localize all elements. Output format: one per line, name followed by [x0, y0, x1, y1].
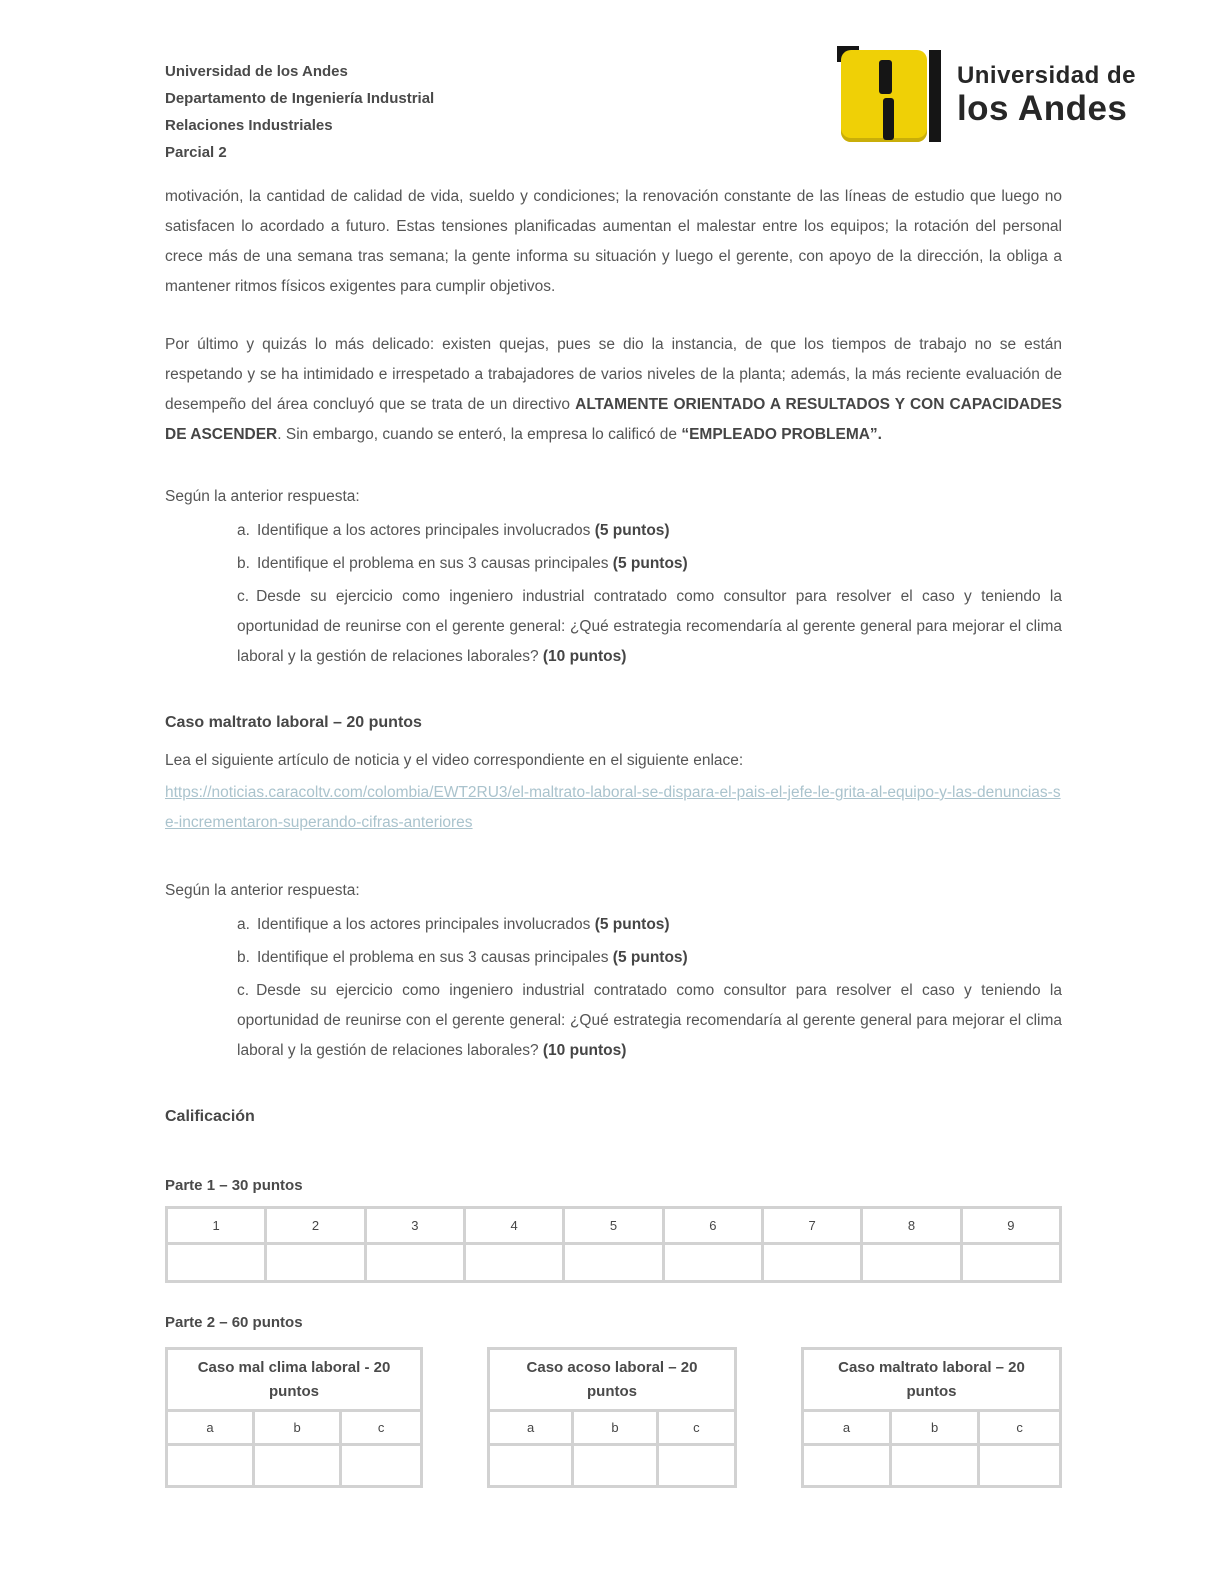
university-logo	[837, 44, 1136, 146]
question-intro-1: Según la anterior respuesta:	[165, 488, 360, 505]
question-item-b	[237, 549, 1062, 579]
score-cell	[979, 1445, 1061, 1487]
table-header-row	[167, 1208, 1061, 1244]
department-name: Departamento de Ingeniería Industrial	[165, 90, 435, 107]
paragraph-case-evaluation: Por último y quizás lo más delicado: existen quejas, pues se dio la instancia, de que los tiempos de trabajo no se están respetando y se ha intimidado e irrespetado a trabajadores de varios niveles de la planta; además, la más reciente evaluación de desempeño del área concluyó que se trata de un directivo ALTAMENTE ORIENTADO A RESULTADOS Y CON CAPACIDADES DE ASCENDER. Sin embargo, cuando se enteró, la empresa lo calificó de “EMPLEADO PROBLEMA”.	[165, 336, 1062, 443]
case1-table-title: Caso mal clima laboral - 20 puntos	[167, 1349, 422, 1411]
table-score-row	[803, 1445, 1061, 1487]
part1-label: Parte 1 – 30 puntos	[165, 1177, 303, 1194]
col-c: c	[979, 1411, 1061, 1445]
col-b: b	[573, 1411, 657, 1445]
question-list-1	[165, 516, 1062, 672]
question-item-c	[237, 976, 1062, 1066]
item-marker: c.	[237, 588, 250, 605]
part2-label: Parte 2 – 60 puntos	[165, 1314, 303, 1331]
col-a: a	[489, 1411, 573, 1445]
item-marker: c.	[237, 982, 250, 999]
part1-grading-table	[165, 1206, 1062, 1283]
item-marker: b.	[237, 949, 250, 966]
logo-text-top: Universidad de	[956, 62, 1136, 89]
case-heading: Caso maltrato laboral – 20 puntos	[165, 714, 422, 731]
score-cell	[341, 1445, 422, 1487]
item-points: (10 puntos)	[542, 648, 627, 665]
item-points: (5 puntos)	[612, 555, 688, 572]
score-cell	[254, 1445, 341, 1487]
case3-grading-table	[801, 1347, 1062, 1488]
score-cell	[464, 1244, 563, 1282]
table-score-row	[167, 1244, 1061, 1282]
score-cell	[167, 1244, 266, 1282]
score-cell	[657, 1445, 735, 1487]
col-b: b	[254, 1411, 341, 1445]
grading-heading: Calificación	[165, 1108, 255, 1125]
score-cell	[489, 1445, 573, 1487]
table-score-row	[489, 1445, 736, 1487]
table-header-row	[167, 1411, 422, 1445]
col-1: 1	[167, 1208, 266, 1244]
table-header-row	[489, 1411, 736, 1445]
question-item-a	[237, 516, 1062, 546]
col-5: 5	[564, 1208, 663, 1244]
item-text: Identifique el problema en sus 3 causas principales	[256, 949, 613, 966]
col-b: b	[891, 1411, 979, 1445]
question-item-c	[237, 582, 1062, 672]
item-text: Desde su ejercicio como ingeniero industrial contratado como consultor para resolver el caso y teniendo la oportunidad de reunirse con el gerente general: ¿Qué estrategia recomendaría al gerente general para mejorar el clima laboral y la gestión de relaciones laborales?	[237, 982, 1062, 1059]
score-cell	[862, 1244, 961, 1282]
score-cell	[365, 1244, 464, 1282]
col-a: a	[167, 1411, 254, 1445]
table-score-row	[167, 1445, 422, 1487]
question-list-2	[165, 910, 1062, 1066]
exam-title: Parcial 2	[165, 144, 227, 161]
item-points: (5 puntos)	[594, 916, 670, 933]
col-7: 7	[762, 1208, 861, 1244]
col-3: 3	[365, 1208, 464, 1244]
case-video-link[interactable]: https://noticias.caracoltv.com/colombia/EWT2RU3/el-maltrato-laboral-se-dispara-el-pais-el-jefe-le-grita-al-equipo-y-las-denuncias-se-incrementaron-superando-cifras-anteriores	[165, 784, 1061, 831]
logo-text-bottom: los Andes	[956, 89, 1128, 128]
table-header-row	[803, 1411, 1061, 1445]
col-9: 9	[961, 1208, 1060, 1244]
question-item-a	[237, 910, 1062, 940]
item-marker: a.	[237, 522, 250, 539]
col-8: 8	[862, 1208, 961, 1244]
col-6: 6	[663, 1208, 762, 1244]
score-cell	[167, 1445, 254, 1487]
score-cell	[266, 1244, 365, 1282]
university-name: Universidad de los Andes	[165, 63, 348, 80]
case2-table-title: Caso acoso laboral – 20 puntos	[489, 1349, 736, 1411]
logo-wordmark	[957, 62, 1136, 128]
item-points: (5 puntos)	[594, 522, 670, 539]
score-cell	[564, 1244, 663, 1282]
case1-grading-table	[165, 1347, 423, 1488]
score-cell	[663, 1244, 762, 1282]
uniandes-shield-icon	[837, 44, 949, 146]
score-cell	[961, 1244, 1060, 1282]
item-text: Desde su ejercicio como ingeniero industrial contratado como consultor para resolver el caso y teniendo la oportunidad de reunirse con el gerente general: ¿Qué estrategia recomendaría al gerente general para mejorar el clima laboral y la gestión de relaciones laborales?	[237, 588, 1062, 665]
item-marker: b.	[237, 555, 250, 572]
item-text: Identifique el problema en sus 3 causas principales	[256, 555, 613, 572]
score-cell	[762, 1244, 861, 1282]
course-name: Relaciones Industriales	[165, 117, 333, 134]
case2-grading-table	[487, 1347, 737, 1488]
item-points: (5 puntos)	[612, 949, 688, 966]
col-4: 4	[464, 1208, 563, 1244]
item-text: Identifique a los actores principales involucrados	[256, 916, 595, 933]
paragraph-case-context: motivación, la cantidad de calidad de vida, sueldo y condiciones; la renovación constante de las líneas de estudio que luego no satisfacen lo acordado a futuro. Estas tensiones planificadas aumentan el malestar entre los equipos; la rotación del personal crece más de una semana tras semana; la gente informa su situación y luego el gerente, con apoyo de la dirección, la obliga a mantener ritmos físicos exigentes para cumplir objetivos.	[165, 188, 1062, 295]
item-points: (10 puntos)	[542, 1042, 627, 1059]
score-cell	[803, 1445, 891, 1487]
part2-grading-tables	[165, 1347, 1062, 1488]
col-a: a	[803, 1411, 891, 1445]
case-instruction: Lea el siguiente artículo de noticia y el video correspondiente en el siguiente enlace:	[165, 752, 744, 769]
score-cell	[573, 1445, 657, 1487]
col-c: c	[657, 1411, 735, 1445]
col-c: c	[341, 1411, 422, 1445]
col-2: 2	[266, 1208, 365, 1244]
question-item-b	[237, 943, 1062, 973]
score-cell	[891, 1445, 979, 1487]
item-text: Identifique a los actores principales involucrados	[256, 522, 595, 539]
question-intro-2: Según la anterior respuesta:	[165, 882, 360, 899]
case3-table-title: Caso maltrato laboral – 20 puntos	[803, 1349, 1061, 1411]
item-marker: a.	[237, 916, 250, 933]
